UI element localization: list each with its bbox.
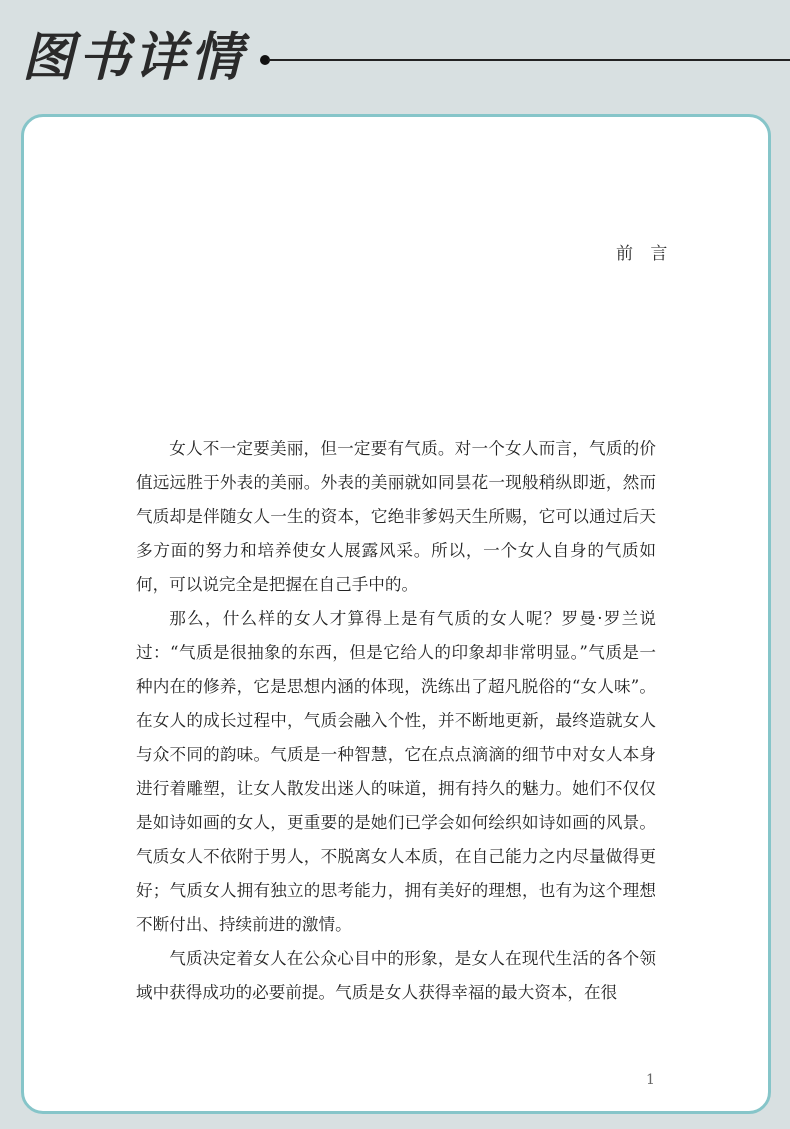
paragraph: 女人不一定要美丽，但一定要有气质。对一个女人而言，气质的价值远远胜于外表的美丽。外表的美丽就如同昙花一现般稍纵即逝，然而气质却是伴随女人一生的资本，它绝非爹妈天生所赐，它可以通过后天多方面的努力和培养使女人展露风采。所以，一个女人自身的气质如何，可以说完全是把握在自己手中的。	[136, 439, 656, 594]
page-number: 1	[646, 1072, 655, 1088]
preface-heading: 前 言	[616, 244, 674, 264]
preface-body	[136, 432, 656, 1010]
paragraph: 那么，什么样的女人才算得上是有气质的女人呢？罗曼·罗兰说过：“气质是很抽象的东西，但是它给人的印象却非常明显。”气质是一种内在的修养，它是思想内涵的体现，洗练出了超凡脱俗的“女人味”。在女人的成长过程中，气质会融入个性，并不断地更新，最终造就女人与众不同的韵味。气质是一种智慧，它在点点滴滴的细节中对女人本身进行着雕塑，让女人散发出迷人的味道，拥有持久的魅力。她们不仅仅是如诗如画的女人，更重要的是她们已学会如何绘织如诗如画的风景。气质女人不依附于男人，不脱离女人本质，在自己能力之内尽量做得更好；气质女人拥有独立的思考能力，拥有美好的理想，也有为这个理想不断付出、持续前进的激情。	[136, 609, 656, 934]
paragraph: 气质决定着女人在公众心目中的形象，是女人在现代生活的各个领域中获得成功的必要前提。气质是女人获得幸福的最大资本，在很	[136, 949, 656, 1002]
book-page-card	[21, 114, 771, 1114]
section-title: 图书详情	[22, 28, 247, 88]
title-divider-line	[268, 59, 790, 61]
